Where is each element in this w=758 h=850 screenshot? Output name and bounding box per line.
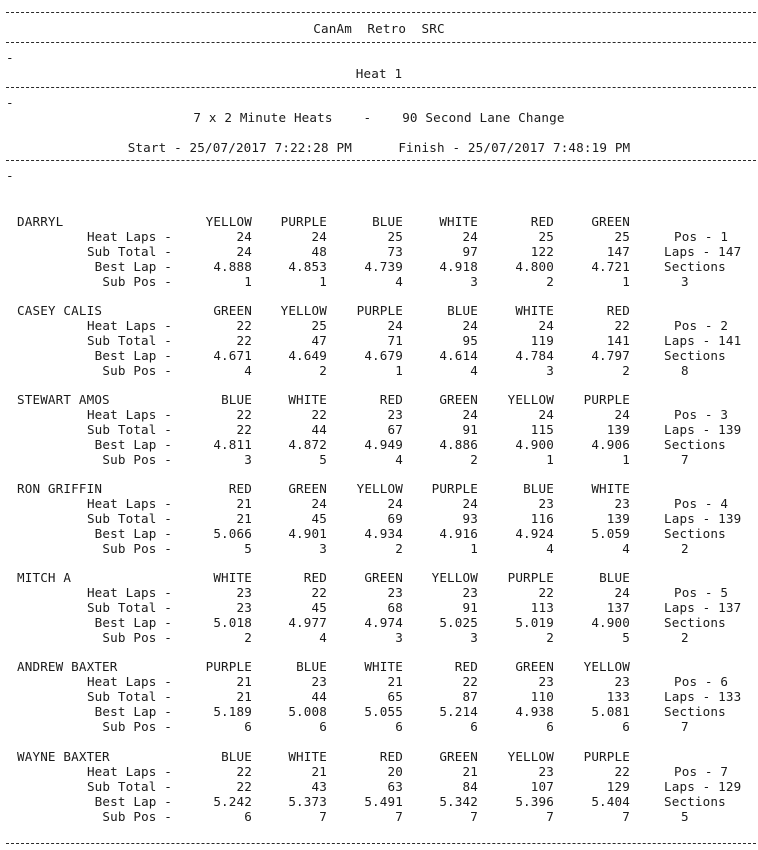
heat-laps-value: 20 (387, 764, 403, 779)
sections-label: Sections (664, 615, 726, 630)
heat-laps-value: 22 (614, 764, 630, 779)
lane-color: WHITE (515, 303, 554, 318)
best-lap-value: 5.404 (591, 794, 630, 809)
heat-laps-value: 24 (387, 496, 403, 511)
heat-laps-value: 24 (311, 496, 327, 511)
heat-laps-value: 22 (236, 764, 252, 779)
best-lap-value: 5.242 (213, 794, 252, 809)
sub-total-value: 63 (387, 779, 403, 794)
bottom-rule (6, 843, 756, 844)
lane-color: PURPLE (507, 570, 554, 585)
start-finish-times: Start - 25/07/2017 7:22:28 PM Finish - 25/07/2017 7:48:19 PM (127, 140, 631, 155)
best-lap-label: Best Lap - (94, 526, 172, 541)
best-lap-value: 4.977 (288, 615, 327, 630)
sections-value: 2 (681, 630, 689, 645)
sub-pos-value: 1 (244, 274, 252, 289)
sub-total-value: 23 (236, 600, 252, 615)
sub-total-value: 22 (236, 422, 252, 437)
best-lap-value: 4.800 (515, 259, 554, 274)
heat-laps-value: 21 (236, 674, 252, 689)
lane-color: RED (606, 303, 630, 318)
racer-block (0, 392, 758, 480)
final-position: Pos - 6 (674, 674, 729, 689)
rule (6, 42, 756, 43)
rule (6, 160, 756, 161)
lane-color: GREEN (439, 392, 478, 407)
heat-laps-value: 22 (538, 585, 554, 600)
best-lap-value: 5.059 (591, 526, 630, 541)
lane-color: YELLOW (356, 481, 403, 496)
heat-title: Heat 1 (355, 66, 403, 81)
best-lap-value: 4.679 (364, 348, 403, 363)
report-title: CanAm Retro SRC (313, 21, 445, 36)
sub-total-value: 47 (311, 333, 327, 348)
sub-pos-value: 6 (622, 719, 630, 734)
sections-value: 8 (681, 363, 689, 378)
sections-label: Sections (664, 794, 726, 809)
lane-color: PURPLE (205, 659, 252, 674)
best-lap-label: Best Lap - (94, 437, 172, 452)
dash-marker: - (6, 95, 14, 110)
sub-total-value: 91 (462, 422, 478, 437)
sub-total-value: 91 (462, 600, 478, 615)
sub-total-value: 119 (530, 333, 554, 348)
lane-color: WHITE (288, 749, 327, 764)
sub-total-value: 73 (387, 244, 403, 259)
sub-total-value: 67 (387, 422, 403, 437)
best-lap-value: 4.916 (439, 526, 478, 541)
best-lap-value: 4.872 (288, 437, 327, 452)
sub-total-value: 45 (311, 600, 327, 615)
best-lap-value: 4.797 (591, 348, 630, 363)
sub-total-value: 22 (236, 779, 252, 794)
lane-color: WHITE (288, 392, 327, 407)
heat-laps-value: 24 (538, 407, 554, 422)
lane-color: YELLOW (431, 570, 478, 585)
sub-pos-label: Sub Pos - (102, 541, 172, 556)
best-lap-value: 4.888 (213, 259, 252, 274)
heat-laps-value: 23 (538, 496, 554, 511)
sections-label: Sections (664, 526, 726, 541)
best-lap-value: 4.886 (439, 437, 478, 452)
heat-laps-value: 22 (311, 407, 327, 422)
best-lap-value: 5.008 (288, 704, 327, 719)
lane-color: PURPLE (583, 392, 630, 407)
sub-pos-value: 1 (319, 274, 327, 289)
sub-pos-label: Sub Pos - (102, 809, 172, 824)
best-lap-value: 4.811 (213, 437, 252, 452)
best-lap-value: 4.949 (364, 437, 403, 452)
sub-total-value: 21 (236, 511, 252, 526)
lane-color: WHITE (591, 481, 630, 496)
best-lap-value: 4.784 (515, 348, 554, 363)
heat-laps-value: 24 (614, 585, 630, 600)
heat-laps-value: 22 (236, 407, 252, 422)
lane-color: RED (379, 749, 403, 764)
heat-laps-label: Heat Laps - (86, 764, 172, 779)
top-rule (6, 12, 756, 13)
sub-total-value: 93 (462, 511, 478, 526)
sub-pos-value: 1 (546, 452, 554, 467)
lane-color: GREEN (591, 214, 630, 229)
heat-laps-value: 24 (614, 407, 630, 422)
best-lap-value: 4.853 (288, 259, 327, 274)
heat-laps-value: 21 (236, 496, 252, 511)
best-lap-value: 5.491 (364, 794, 403, 809)
racer-name: CASEY CALIS (17, 303, 103, 318)
heat-laps-value: 24 (462, 229, 478, 244)
heat-laps-label: Heat Laps - (86, 407, 172, 422)
lane-color: RED (228, 481, 252, 496)
best-lap-value: 5.373 (288, 794, 327, 809)
sub-pos-value: 2 (319, 363, 327, 378)
sub-pos-value: 6 (244, 719, 252, 734)
heat-format: 7 x 2 Minute Heats - 90 Second Lane Change (193, 110, 565, 125)
sub-total-value: 95 (462, 333, 478, 348)
best-lap-value: 5.055 (364, 704, 403, 719)
final-position: Pos - 4 (674, 496, 729, 511)
sub-pos-value: 1 (395, 363, 403, 378)
sub-pos-value: 6 (244, 809, 252, 824)
heat-laps-label: Heat Laps - (86, 496, 172, 511)
sub-pos-value: 4 (470, 363, 478, 378)
sub-total-label: Sub Total - (86, 244, 172, 259)
total-laps: Laps - 141 (664, 333, 742, 348)
lane-color: YELLOW (507, 392, 554, 407)
racer-block (0, 214, 758, 302)
heat-laps-value: 24 (236, 229, 252, 244)
lane-color: BLUE (599, 570, 630, 585)
best-lap-value: 4.900 (515, 437, 554, 452)
sub-pos-value: 7 (546, 809, 554, 824)
best-lap-value: 4.918 (439, 259, 478, 274)
heat-laps-value: 23 (614, 496, 630, 511)
sub-pos-value: 4 (319, 630, 327, 645)
sub-total-value: 141 (606, 333, 630, 348)
sections-value: 5 (681, 809, 689, 824)
heat-laps-value: 23 (311, 674, 327, 689)
lane-color: YELLOW (205, 214, 252, 229)
best-lap-value: 5.018 (213, 615, 252, 630)
sections-value: 3 (681, 274, 689, 289)
heat-laps-value: 23 (462, 585, 478, 600)
sub-total-value: 137 (606, 600, 630, 615)
sub-pos-value: 1 (470, 541, 478, 556)
lane-color: BLUE (221, 392, 252, 407)
sub-pos-value: 2 (622, 363, 630, 378)
total-laps: Laps - 129 (664, 779, 742, 794)
total-laps: Laps - 147 (664, 244, 742, 259)
final-position: Pos - 5 (674, 585, 729, 600)
best-lap-value: 4.900 (591, 615, 630, 630)
sub-pos-value: 2 (546, 630, 554, 645)
sections-label: Sections (664, 437, 726, 452)
heat-laps-value: 24 (387, 318, 403, 333)
sub-total-label: Sub Total - (86, 689, 172, 704)
final-position: Pos - 1 (674, 229, 729, 244)
heat-laps-value: 22 (462, 674, 478, 689)
sub-pos-value: 5 (319, 452, 327, 467)
total-laps: Laps - 139 (664, 511, 742, 526)
sub-total-label: Sub Total - (86, 511, 172, 526)
sub-pos-value: 5 (622, 630, 630, 645)
sub-pos-value: 4 (395, 274, 403, 289)
sub-total-value: 107 (530, 779, 554, 794)
sub-pos-label: Sub Pos - (102, 452, 172, 467)
heat-laps-value: 25 (311, 318, 327, 333)
sub-total-value: 68 (387, 600, 403, 615)
sub-total-value: 116 (530, 511, 554, 526)
lane-color: RED (530, 214, 554, 229)
heat-laps-value: 25 (387, 229, 403, 244)
racer-name: MITCH A (17, 570, 72, 585)
lane-color: RED (379, 392, 403, 407)
best-lap-value: 4.924 (515, 526, 554, 541)
best-lap-value: 5.019 (515, 615, 554, 630)
sub-pos-value: 7 (470, 809, 478, 824)
racer-block (0, 659, 758, 747)
best-lap-value: 5.396 (515, 794, 554, 809)
racer-block (0, 303, 758, 391)
best-lap-value: 4.721 (591, 259, 630, 274)
sub-pos-label: Sub Pos - (102, 719, 172, 734)
sub-pos-value: 3 (244, 452, 252, 467)
lane-color: BLUE (221, 749, 252, 764)
best-lap-label: Best Lap - (94, 794, 172, 809)
lane-color: YELLOW (583, 659, 630, 674)
lane-color: RED (303, 570, 327, 585)
lane-color: WHITE (213, 570, 252, 585)
sub-total-label: Sub Total - (86, 779, 172, 794)
best-lap-value: 5.081 (591, 704, 630, 719)
heat-laps-label: Heat Laps - (86, 229, 172, 244)
sub-pos-value: 7 (319, 809, 327, 824)
sub-total-label: Sub Total - (86, 333, 172, 348)
lane-color: GREEN (515, 659, 554, 674)
sub-pos-value: 5 (244, 541, 252, 556)
sub-total-value: 115 (530, 422, 554, 437)
sub-pos-value: 3 (395, 630, 403, 645)
sub-pos-value: 4 (622, 541, 630, 556)
lane-color: BLUE (523, 481, 554, 496)
sub-pos-value: 6 (319, 719, 327, 734)
lane-color: WHITE (364, 659, 403, 674)
lane-color: PURPLE (280, 214, 327, 229)
heat-laps-value: 23 (387, 407, 403, 422)
sub-total-value: 139 (606, 422, 630, 437)
sub-pos-value: 2 (244, 630, 252, 645)
sub-total-value: 44 (311, 689, 327, 704)
lane-color: BLUE (296, 659, 327, 674)
racer-name: RON GRIFFIN (17, 481, 103, 496)
heat-laps-value: 24 (538, 318, 554, 333)
lane-color: WHITE (439, 214, 478, 229)
racer-name: STEWART AMOS (17, 392, 110, 407)
sub-total-value: 110 (530, 689, 554, 704)
heat-laps-value: 23 (236, 585, 252, 600)
heat-laps-value: 24 (462, 407, 478, 422)
sub-pos-label: Sub Pos - (102, 363, 172, 378)
sub-pos-value: 6 (470, 719, 478, 734)
sub-pos-value: 6 (546, 719, 554, 734)
sub-total-value: 87 (462, 689, 478, 704)
sub-total-value: 21 (236, 689, 252, 704)
heat-laps-value: 22 (614, 318, 630, 333)
lane-color: GREEN (364, 570, 403, 585)
best-lap-label: Best Lap - (94, 615, 172, 630)
racer-block (0, 570, 758, 658)
lane-color: PURPLE (431, 481, 478, 496)
sub-total-value: 133 (606, 689, 630, 704)
lane-color: PURPLE (356, 303, 403, 318)
heat-laps-value: 23 (538, 764, 554, 779)
sub-total-value: 48 (311, 244, 327, 259)
sub-pos-value: 3 (546, 363, 554, 378)
sub-pos-value: 2 (395, 541, 403, 556)
best-lap-label: Best Lap - (94, 704, 172, 719)
sub-pos-value: 4 (244, 363, 252, 378)
best-lap-label: Best Lap - (94, 259, 172, 274)
heat-laps-value: 22 (311, 585, 327, 600)
heat-laps-value: 22 (236, 318, 252, 333)
heat-laps-value: 23 (387, 585, 403, 600)
sub-pos-value: 3 (470, 274, 478, 289)
lane-color: BLUE (372, 214, 403, 229)
best-lap-value: 5.025 (439, 615, 478, 630)
sub-total-value: 65 (387, 689, 403, 704)
racer-name: ANDREW BAXTER (17, 659, 118, 674)
sub-total-label: Sub Total - (86, 422, 172, 437)
best-lap-value: 4.938 (515, 704, 554, 719)
lane-color: GREEN (439, 749, 478, 764)
best-lap-value: 4.974 (364, 615, 403, 630)
racer-name: WAYNE BAXTER (17, 749, 110, 764)
heat-laps-label: Heat Laps - (86, 585, 172, 600)
sub-total-value: 22 (236, 333, 252, 348)
sub-total-value: 45 (311, 511, 327, 526)
heat-laps-value: 23 (538, 674, 554, 689)
heat-laps-value: 25 (614, 229, 630, 244)
sub-total-value: 44 (311, 422, 327, 437)
total-laps: Laps - 137 (664, 600, 742, 615)
sub-pos-value: 2 (470, 452, 478, 467)
sub-total-value: 84 (462, 779, 478, 794)
lane-color: YELLOW (280, 303, 327, 318)
sections-label: Sections (664, 704, 726, 719)
final-position: Pos - 7 (674, 764, 729, 779)
sub-total-value: 129 (606, 779, 630, 794)
sub-pos-value: 1 (622, 274, 630, 289)
heat-laps-value: 25 (538, 229, 554, 244)
heat-laps-value: 21 (311, 764, 327, 779)
sub-pos-value: 3 (319, 541, 327, 556)
best-lap-value: 4.906 (591, 437, 630, 452)
lane-color: RED (454, 659, 478, 674)
sub-pos-label: Sub Pos - (102, 630, 172, 645)
heat-laps-value: 24 (311, 229, 327, 244)
sub-pos-value: 4 (546, 541, 554, 556)
sub-pos-value: 4 (395, 452, 403, 467)
best-lap-label: Best Lap - (94, 348, 172, 363)
heat-laps-value: 21 (387, 674, 403, 689)
rule (6, 87, 756, 88)
lane-color: BLUE (447, 303, 478, 318)
heat-laps-value: 24 (462, 496, 478, 511)
sub-total-value: 139 (606, 511, 630, 526)
sections-label: Sections (664, 259, 726, 274)
sub-pos-value: 7 (395, 809, 403, 824)
best-lap-value: 5.342 (439, 794, 478, 809)
sub-pos-value: 1 (622, 452, 630, 467)
best-lap-value: 5.189 (213, 704, 252, 719)
racer-name: DARRYL (17, 214, 64, 229)
sub-total-value: 97 (462, 244, 478, 259)
sub-total-value: 122 (530, 244, 554, 259)
sub-pos-value: 3 (470, 630, 478, 645)
sub-pos-label: Sub Pos - (102, 274, 172, 289)
sub-total-label: Sub Total - (86, 600, 172, 615)
best-lap-value: 4.934 (364, 526, 403, 541)
heat-laps-label: Heat Laps - (86, 674, 172, 689)
sub-total-value: 24 (236, 244, 252, 259)
heat-laps-value: 23 (614, 674, 630, 689)
lane-color: YELLOW (507, 749, 554, 764)
final-position: Pos - 3 (674, 407, 729, 422)
heat-laps-value: 21 (462, 764, 478, 779)
dash-marker: - (6, 50, 14, 65)
best-lap-value: 4.614 (439, 348, 478, 363)
heat-laps-value: 24 (462, 318, 478, 333)
lane-color: GREEN (288, 481, 327, 496)
best-lap-value: 4.671 (213, 348, 252, 363)
best-lap-value: 4.739 (364, 259, 403, 274)
sub-total-value: 71 (387, 333, 403, 348)
sub-pos-value: 2 (546, 274, 554, 289)
sections-label: Sections (664, 348, 726, 363)
best-lap-value: 4.901 (288, 526, 327, 541)
sections-value: 2 (681, 541, 689, 556)
final-position: Pos - 2 (674, 318, 729, 333)
sub-pos-value: 6 (395, 719, 403, 734)
sub-total-value: 43 (311, 779, 327, 794)
dash-marker: - (6, 168, 14, 183)
racer-block (0, 749, 758, 837)
heat-laps-label: Heat Laps - (86, 318, 172, 333)
sub-total-value: 147 (606, 244, 630, 259)
sub-total-value: 69 (387, 511, 403, 526)
racer-block (0, 481, 758, 569)
sub-total-value: 113 (530, 600, 554, 615)
total-laps: Laps - 139 (664, 422, 742, 437)
sections-value: 7 (681, 452, 689, 467)
best-lap-value: 5.066 (213, 526, 252, 541)
sections-value: 7 (681, 719, 689, 734)
lane-color: GREEN (213, 303, 252, 318)
best-lap-value: 4.649 (288, 348, 327, 363)
total-laps: Laps - 133 (664, 689, 742, 704)
best-lap-value: 5.214 (439, 704, 478, 719)
lane-color: PURPLE (583, 749, 630, 764)
sub-pos-value: 7 (622, 809, 630, 824)
